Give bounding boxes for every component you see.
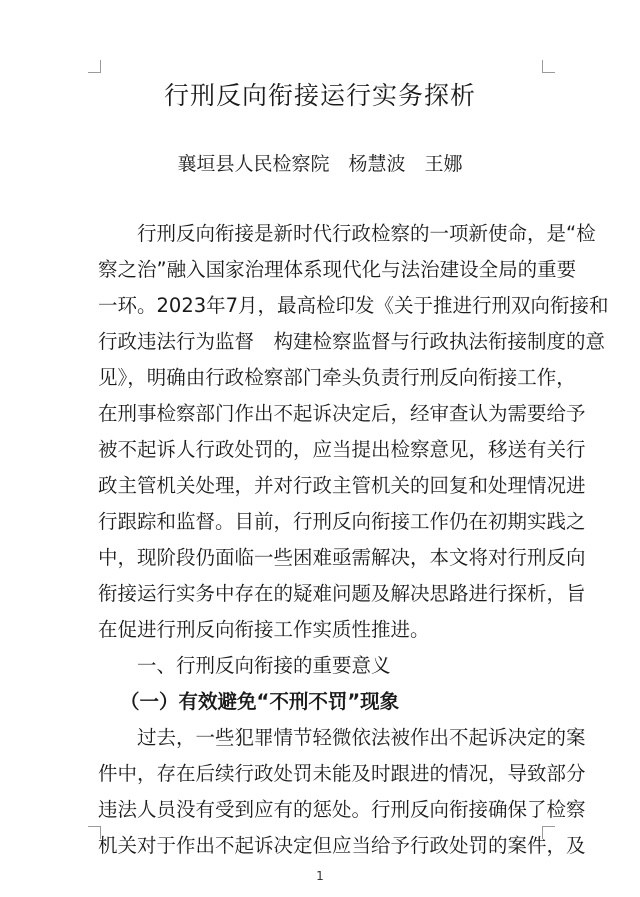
paragraph-line: 察之治”融入国家治理体系现代化与法治建设全局的重要 (98, 258, 577, 281)
document-authors: 襄垣县人民检察院 杨慧波 王娜 (177, 153, 463, 175)
document-title: 行刑反向衔接运行实务探析 (163, 81, 476, 110)
paragraph-line: 违法人员没有受到应有的惩处。行刑反向衔接确保了检察 (98, 798, 586, 821)
paragraph-line: 行政违法行为监督 构建检察监督与行政执法衔接制度的意 (98, 330, 606, 353)
subsection-heading: （一）有效避免“不刑不罚”现象 (120, 690, 400, 713)
paragraph-line: 政主管机关处理，并对行政主管机关的回复和处理情况进 (98, 474, 586, 497)
paragraph-line: 见》，明确由行政检察部门牵头负责行刑反向衔接工作， (98, 366, 576, 389)
paragraph-line: 行刑反向衔接是新时代行政检察的一项新使命，是“检 (137, 222, 596, 245)
paragraph-line: 一环。2023年7月，最高检印发《关于推进行刑双向衔接和 (98, 294, 609, 317)
crop-mark-top-left (88, 60, 101, 73)
paragraph-line: 机关对于作出不起诉决定但应当给予行政处罚的案件，及 (98, 834, 586, 857)
paragraph-line: 行跟踪和监督。目前，行刑反向衔接工作仍在初期实践之 (98, 510, 586, 533)
section-heading: 一、行刑反向衔接的重要意义 (137, 654, 391, 677)
paragraph-line: 被不起诉人行政处罚的，应当提出检察意见，移送有关行 (98, 438, 586, 461)
paragraph-line: 中，现阶段仍面临一些困难亟需解决，本文将对行刑反向 (98, 546, 586, 569)
paragraph-line: 件中，存在后续行政处罚未能及时跟进的情况，导致部分 (98, 762, 586, 785)
paragraph-line: 在刑事检察部门作出不起诉决定后，经审查认为需要给予 (98, 402, 586, 425)
paragraph-line: 过去，一些犯罪情节轻微依法被作出不起诉决定的案 (137, 726, 586, 749)
paragraph-line: 衔接运行实务中存在的疑难问题及解决思路进行探析，旨 (98, 582, 586, 605)
paragraph-line: 在促进行刑反向衔接工作实质性推进。 (98, 618, 430, 641)
crop-mark-top-right (542, 60, 555, 73)
page-number: 1 (316, 869, 324, 883)
